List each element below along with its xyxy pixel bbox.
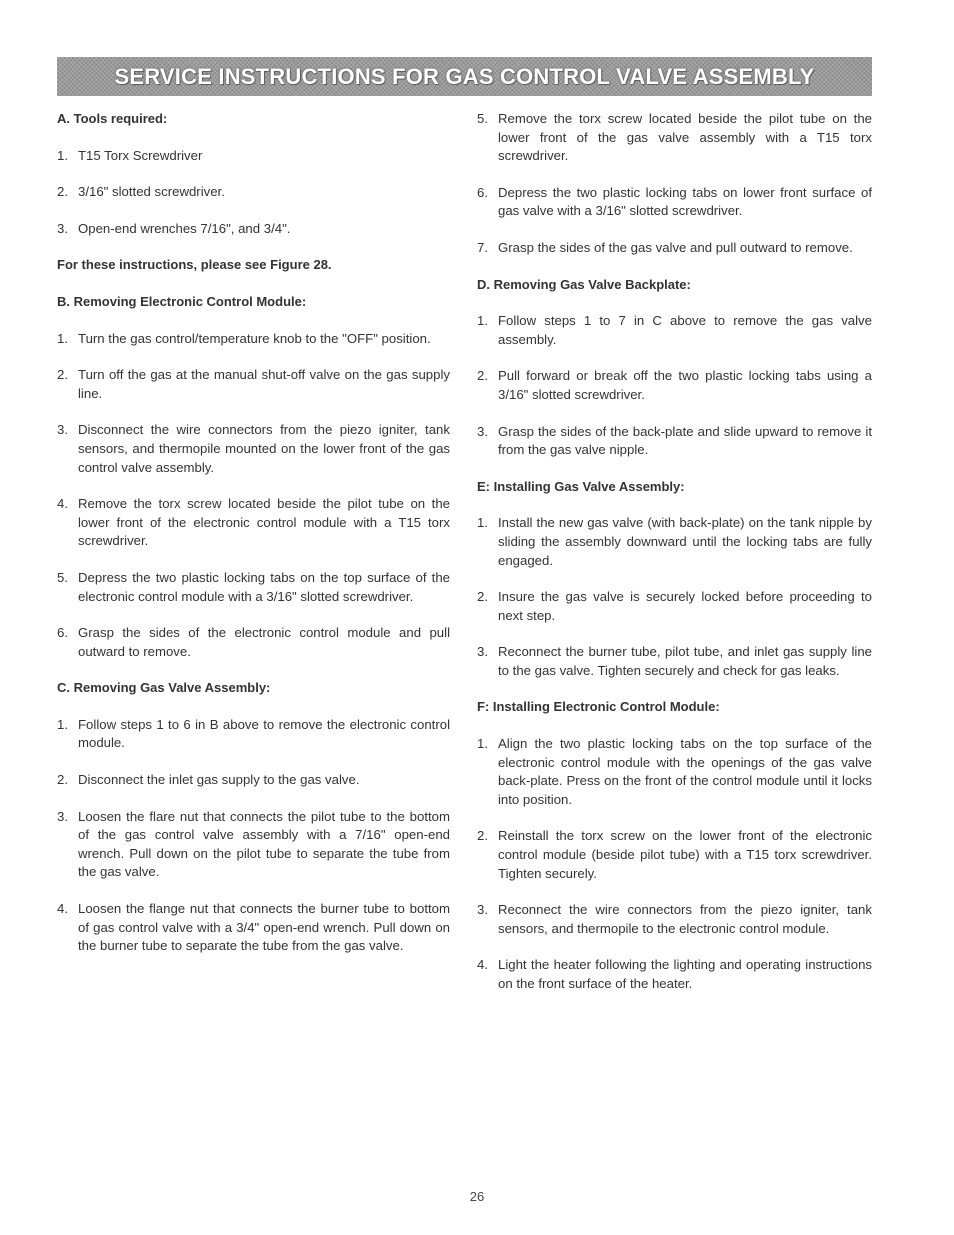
- step-item: [477, 901, 872, 938]
- step-text: 3/16" slotted screwdriver.: [78, 184, 225, 200]
- step-number: 1.: [57, 330, 68, 346]
- step-text: Loosen the flange nut that connects the burner tube to bottom of gas control valve with a 3/4" open-end wrench. Pull down on the burner tube to separate the tube from the gas valve.: [78, 901, 450, 954]
- step-text: Grasp the sides of the back-plate and slide upward to remove it from the gas valve nipple.: [498, 423, 872, 458]
- step-number: 1.: [477, 736, 488, 752]
- step-text: Light the heater following the lighting and operating instructions on the front surface of the heater.: [498, 957, 872, 991]
- step-text: Depress the two plastic locking tabs on the top surface of the electronic control module with a 3/16" slotted screwdriver.: [78, 569, 450, 604]
- step-item: [57, 569, 450, 606]
- step-text: Reconnect the burner tube, pilot tube, and inlet gas supply line to the gas valve. Tighten securely and check for gas leaks.: [498, 644, 872, 678]
- step-text: Disconnect the wire connectors from the piezo igniter, tank sensors, and thermopile mounted on the lower front of the gas control valve assembly.: [78, 422, 450, 475]
- step-number: 5.: [57, 569, 68, 585]
- step-number: 3.: [57, 422, 68, 438]
- heading-installing-gas-valve-assembly: E: Installing Gas Valve Assembly:: [477, 478, 685, 494]
- step-text: Turn off the gas at the manual shut-off valve on the gas supply line.: [78, 367, 450, 401]
- step-number: 2.: [57, 772, 68, 788]
- heading-installing-electronic-control-module: F: Installing Electronic Control Module:: [477, 699, 720, 715]
- step-item: [57, 624, 450, 661]
- step-item: [477, 956, 872, 993]
- step-item: [57, 808, 450, 882]
- step-item: [57, 183, 450, 202]
- step-number: 3.: [477, 423, 488, 439]
- step-text: Insure the gas valve is securely locked before proceeding to next step.: [498, 589, 872, 623]
- step-number: 5.: [477, 111, 488, 126]
- step-item: [477, 312, 872, 349]
- step-number: 2.: [57, 184, 68, 200]
- step-item: [57, 366, 450, 403]
- step-number: 2.: [477, 368, 488, 384]
- step-number: 4.: [477, 957, 488, 973]
- step-item: [57, 147, 450, 166]
- step-number: 7.: [477, 239, 488, 255]
- step-text: Align the two plastic locking tabs on the top surface of the electronic control module with the openings of the gas valve back-plate. Press on the front of the control module until it locks into position.: [498, 736, 872, 807]
- step-number: 1.: [477, 313, 488, 329]
- step-item: [477, 588, 872, 625]
- right-column: [477, 110, 872, 1012]
- step-number: 1.: [57, 147, 68, 163]
- step-text: T15 Torx Screwdriver: [78, 147, 203, 163]
- step-item: [477, 423, 872, 460]
- step-text: Depress the two plastic locking tabs on lower front surface of gas valve with a 3/16" slotted screwdriver.: [498, 184, 872, 219]
- step-item: [57, 421, 450, 477]
- step-number: 2.: [477, 589, 488, 605]
- heading-removing-gas-valve-backplate: D. Removing Gas Valve Backplate:: [477, 276, 691, 292]
- section-banner: [57, 57, 872, 96]
- step-item: [57, 220, 450, 239]
- step-text: Remove the torx screw located beside the pilot tube on the lower front of the gas valve assembly with a T15 torx screwdriver.: [498, 111, 872, 164]
- step-number: 1.: [57, 716, 68, 732]
- step-text: Disconnect the inlet gas supply to the gas valve.: [78, 772, 360, 788]
- step-item: [477, 110, 872, 166]
- step-item: [57, 716, 450, 753]
- step-number: 4.: [57, 901, 68, 917]
- step-number: 3.: [57, 808, 68, 824]
- heading-tools-required: A. Tools required:: [57, 111, 168, 126]
- step-number: 1.: [477, 515, 488, 531]
- heading-removing-gas-valve-assembly: C. Removing Gas Valve Assembly:: [57, 680, 271, 696]
- step-number: 2.: [477, 828, 488, 844]
- step-item: [57, 771, 450, 790]
- step-item: [57, 900, 450, 956]
- figure-reference-note: For these instructions, please see Figure 28.: [57, 257, 332, 273]
- heading-removing-electronic-control-module: B. Removing Electronic Control Module:: [57, 293, 307, 309]
- step-item: [477, 643, 872, 680]
- step-item: [477, 184, 872, 221]
- step-text: Grasp the sides of the gas valve and pull outward to remove.: [498, 239, 853, 255]
- step-number: 3.: [477, 902, 488, 918]
- step-item: [57, 495, 450, 551]
- step-text: Follow steps 1 to 7 in C above to remove the gas valve assembly.: [498, 313, 872, 347]
- step-text: Open-end wrenches 7/16", and 3/4".: [78, 220, 291, 236]
- page-number: 26: [469, 1189, 485, 1204]
- step-item: [477, 827, 872, 883]
- step-text: Reinstall the torx screw on the lower front of the electronic control module (beside pilot tube) with a T15 torx screwdriver. Tighten securely.: [498, 828, 872, 881]
- step-text: Grasp the sides of the electronic control module and pull outward to remove.: [78, 625, 450, 659]
- step-text: Remove the torx screw located beside the pilot tube on the lower front of the electronic control module with a T15 torx screwdriver.: [78, 496, 450, 549]
- step-number: 6.: [57, 625, 68, 641]
- step-text: Reconnect the wire connectors from the piezo igniter, tank sensors, and thermopile to the electronic control module.: [498, 902, 872, 936]
- step-text: Follow steps 1 to 6 in B above to remove the electronic control module.: [78, 716, 450, 751]
- step-text: Turn the gas control/temperature knob to the "OFF" position.: [78, 330, 431, 346]
- step-text: Pull forward or break off the two plastic locking tabs using a 3/16" slotted screwdriver.: [498, 368, 872, 402]
- step-number: 3.: [57, 220, 68, 236]
- step-number: 4.: [57, 496, 68, 512]
- step-item: [477, 735, 872, 809]
- step-number: 6.: [477, 184, 488, 200]
- banner-title: SERVICE INSTRUCTIONS FOR GAS CONTROL VALVE ASSEMBLY: [114, 63, 815, 89]
- step-item: [477, 239, 872, 258]
- step-text: Loosen the flare nut that connects the pilot tube to the bottom of the gas control valve assembly with a 7/16" open-end wrench. Pull down on the pilot tube to separate the tube from the gas valve.: [78, 808, 450, 880]
- step-item: [477, 514, 872, 570]
- step-item: [57, 330, 450, 349]
- step-item: [477, 367, 872, 404]
- step-text: Install the new gas valve (with back-plate) on the tank nipple by sliding the assembly downward until the locking tabs are fully engaged.: [498, 515, 872, 568]
- step-number: 2.: [57, 367, 68, 383]
- left-column: [57, 110, 450, 974]
- step-number: 3.: [477, 644, 488, 660]
